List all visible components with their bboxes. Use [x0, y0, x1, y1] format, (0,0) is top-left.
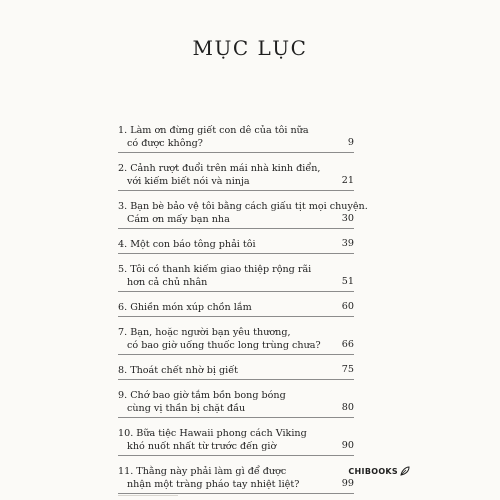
- toc-entry-page-number: 90: [341, 440, 354, 451]
- toc-entry-title-continued: hơn cả chủ nhân: [127, 277, 208, 288]
- toc-entry-page-number: 39: [341, 238, 354, 249]
- toc-entry: [118, 162, 354, 191]
- toc-entry-title: 10. Bữa tiệc Hawaii phong cách Viking: [118, 428, 307, 439]
- toc-entry-title: 6. Ghiền món xúp chồn lắm: [118, 302, 252, 313]
- page-edge-divider: [118, 495, 178, 496]
- table-of-contents: [118, 124, 368, 494]
- toc-entry-title-continued: nhận một tràng pháo tay nhiệt liệt?: [127, 479, 300, 490]
- toc-entry: [118, 389, 354, 418]
- publisher-logo: [348, 466, 410, 476]
- toc-entry-page-number: 99: [341, 478, 354, 489]
- toc-entry-title-continued: cùng vị thần bị chặt đầu: [127, 403, 246, 414]
- toc-entry: [118, 238, 354, 254]
- toc-entry-page-number: 60: [341, 301, 354, 312]
- toc-entry-title-continued: có được không?: [127, 138, 203, 149]
- toc-entry: [118, 465, 354, 494]
- toc-entry: [118, 263, 354, 292]
- toc-entry-page-number: 75: [341, 364, 354, 375]
- toc-entry-page-number: 21: [341, 175, 354, 186]
- toc-entry-title-continued: có bao giờ uống thuốc long trùng chưa?: [127, 340, 321, 351]
- toc-entry-page-number: 51: [341, 276, 354, 287]
- toc-entry: [118, 326, 354, 355]
- toc-entry-page-number: 80: [341, 402, 354, 413]
- toc-entry-title: 11. Thằng này phải làm gì để được: [118, 466, 287, 477]
- toc-entry-title: 8. Thoát chết nhờ bị giết: [118, 365, 238, 376]
- leaf-icon: [400, 466, 410, 476]
- toc-entry-page-number: 66: [341, 339, 354, 350]
- toc-entry-title: 3. Bạn bè bảo vệ tôi bằng cách giấu tịt mọi chuyện.: [118, 201, 368, 212]
- toc-entry-title: 9. Chớ bao giờ tắm bồn bong bóng: [118, 390, 286, 401]
- toc-entry: [118, 301, 354, 317]
- toc-entry-title: 7. Bạn, hoặc người bạn yêu thương,: [118, 327, 291, 338]
- toc-entry-title-continued: với kiếm biết nói và ninja: [127, 176, 250, 187]
- toc-entry-title: 4. Một con báo tông phải tôi: [118, 239, 256, 250]
- page-title: MỤC LỤC: [192, 36, 308, 60]
- toc-entry: [118, 200, 368, 229]
- toc-entry-title: 1. Làm ơn đừng giết con dê của tôi nữa: [118, 125, 309, 136]
- toc-entry-page-number: 30: [341, 213, 354, 224]
- toc-entry-page-number: 9: [347, 137, 354, 148]
- toc-entry-title: 5. Tôi có thanh kiếm giao thiệp rộng rãi: [118, 264, 312, 275]
- toc-entry-title-continued: Cám ơn mấy bạn nha: [127, 214, 230, 225]
- toc-entry-title: 2. Cảnh rượt đuổi trên mái nhà kinh điển,: [118, 163, 321, 174]
- toc-entry: [118, 427, 354, 456]
- toc-entry: [118, 124, 354, 153]
- toc-entry: [118, 364, 354, 380]
- toc-entry-title-continued: khó nuốt nhất từ trước đến giờ: [127, 441, 277, 452]
- publisher-name: CHIBOOKS: [348, 466, 398, 476]
